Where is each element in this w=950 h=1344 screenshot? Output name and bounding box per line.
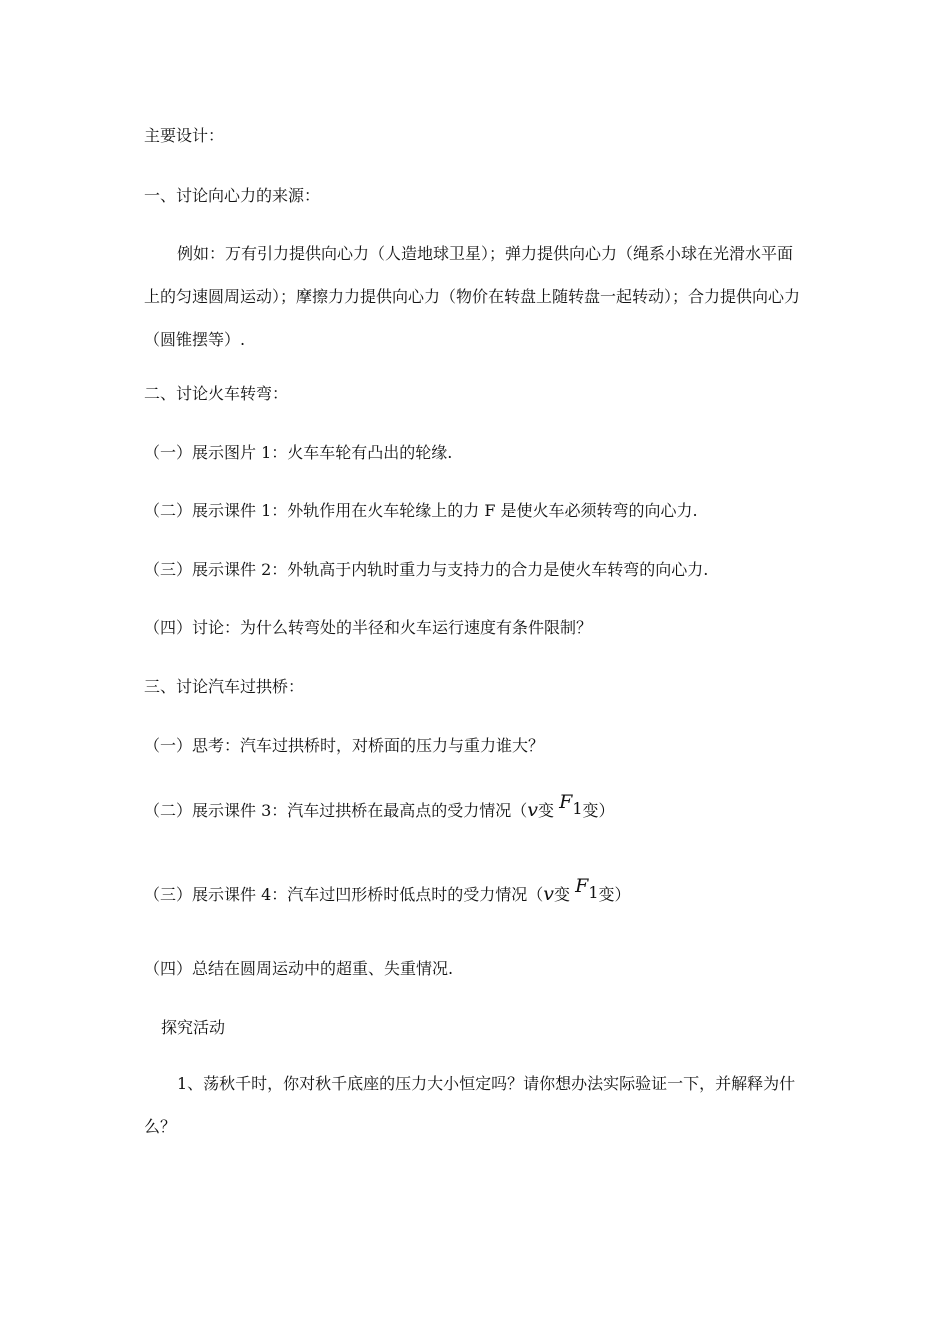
section2-item-3: （三）展示课件 2：外轨高于内轨时重力与支持力的合力是使火车转弯的向心力. [144,560,709,579]
section3-item-3 [144,875,631,905]
section3-item-2 [144,791,615,821]
section2-item-1: （一）展示图片 1：火车车轮有凸出的轮缘. [144,443,453,462]
section1-paragraph: 例如：万有引力提供向心力（人造地球卫星）；弹力提供向心力（绳系小球在光滑水平面上的匀速圆周运动）；摩擦力力提供向心力（物价在转盘上随转盘一起转动）；合力提供向心力（圆锥摆等）. [144,244,801,349]
section3-item-1: （一）思考：汽车过拱桥时，对桥面的压力与重力谁大？ [144,736,545,755]
activity-title: 探究活动 [161,1018,226,1037]
heading: 主要设计： [144,126,225,145]
force-symbol: $F_1$ [559,791,583,818]
section2-item-4: （四）讨论：为什么转弯处的半径和火车运行速度有条件限制？ [144,618,593,637]
force-symbol: $F_1$ [575,875,599,902]
change-label-end: 变） [582,801,615,820]
section3-item-4: （四）总结在圆周运动中的超重、失重情况. [144,959,454,978]
section2-item-2: （二）展示课件 1：外轨作用在火车轮缘上的力 F 是使火车必须转弯的向心力. [144,501,698,520]
change-label: 变 [538,801,555,820]
activity-question: 1、荡秋千时，你对秋千底座的压力大小恒定吗？请你想办法实际验证一下，并解释为什么？ [144,1074,796,1136]
section3-title: 三、讨论汽车过拱桥： [144,677,305,696]
section1-title: 一、讨论向心力的来源： [144,186,321,205]
change-label: 变 [554,885,571,904]
section2-title: 二、讨论火车转弯： [144,384,289,403]
section3-item-3-text: （三）展示课件 4：汽车过凹形桥时低点时的受力情况（ [144,885,544,904]
velocity-symbol: v [527,799,539,821]
velocity-symbol: v [543,883,555,905]
change-label-end: 变） [598,885,631,904]
section3-item-2-text: （二）展示课件 3：汽车过拱桥在最高点的受力情况（ [144,801,528,820]
